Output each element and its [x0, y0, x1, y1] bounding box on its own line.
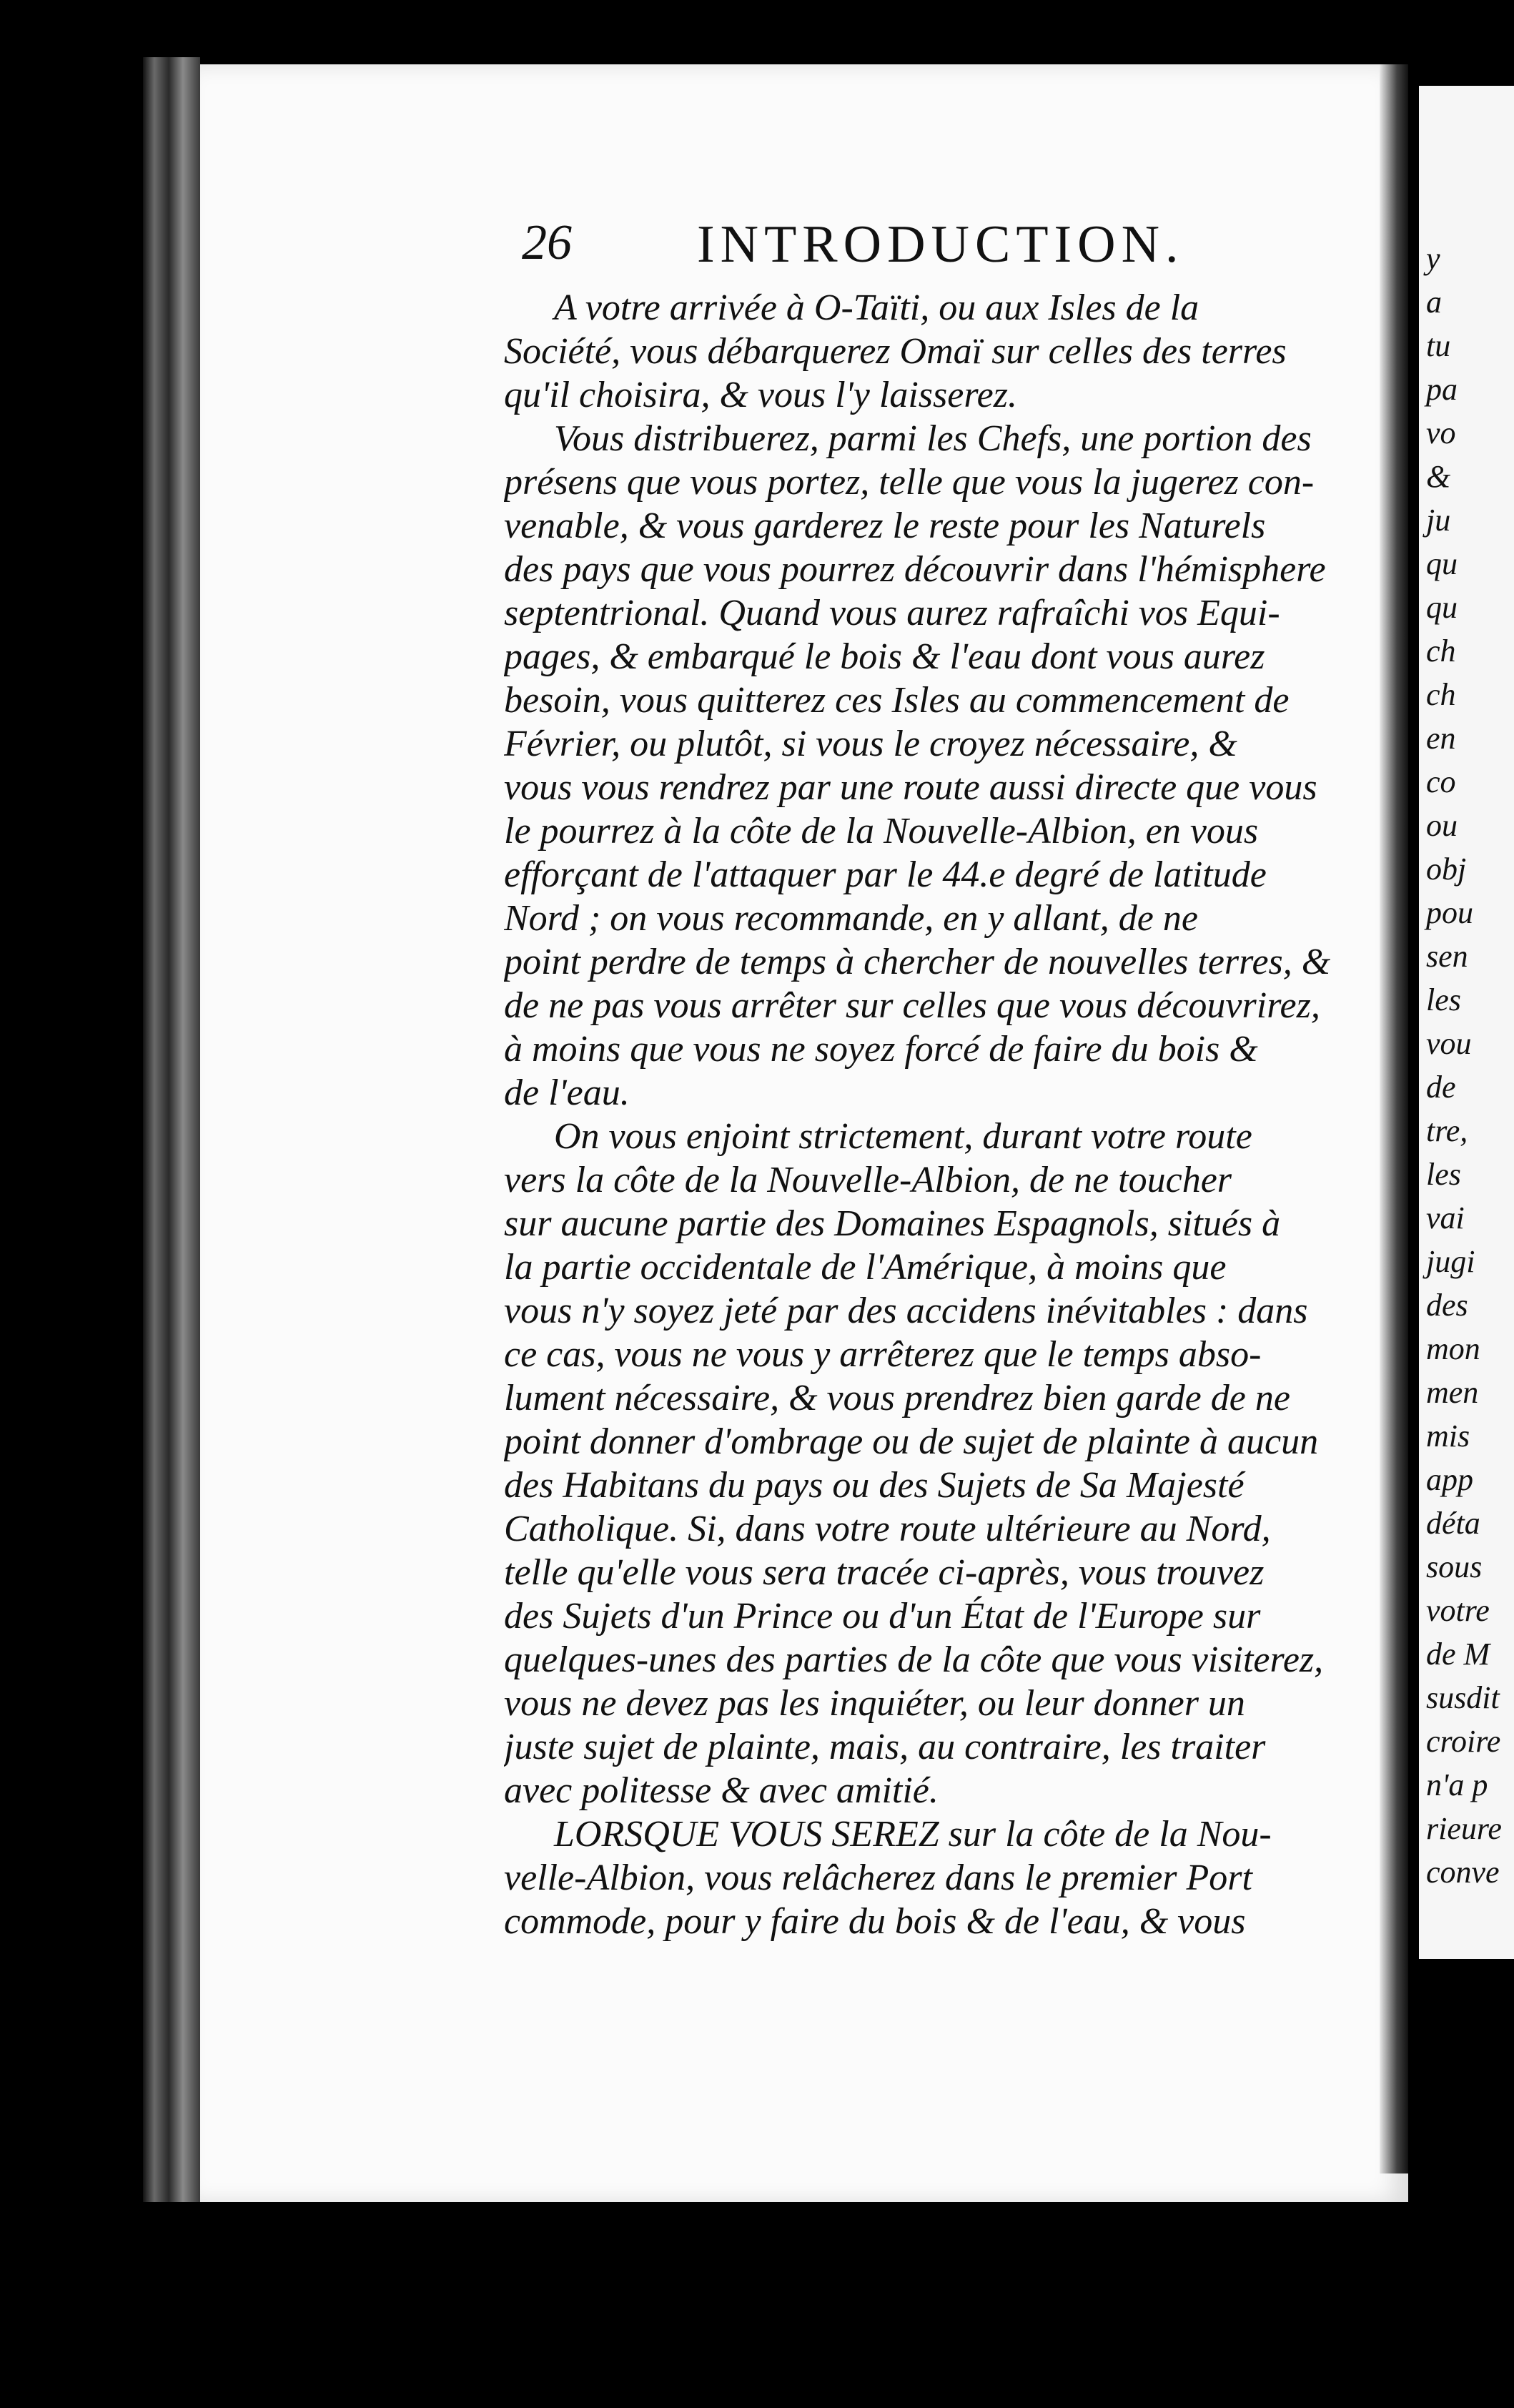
text-line: le pourrez à la côte de la Nouvelle-Albion, en vous — [504, 811, 1259, 852]
facing-page-line-fragment: n'a p — [1426, 1767, 1488, 1802]
text-line: besoin, vous quitterez ces Isles au commencement de — [504, 680, 1290, 721]
facing-page-line-fragment: qu — [1426, 590, 1458, 625]
text-line: telle qu'elle vous sera tracée ci-après, vous trouvez — [504, 1552, 1265, 1593]
running-title: INTRODUCTION. — [697, 215, 1184, 274]
text-line: vous n'y soyez jeté par des accidens inévitables : dans — [504, 1291, 1308, 1331]
facing-page-line-fragment: en — [1426, 721, 1456, 756]
facing-page-line-fragment: ou — [1426, 808, 1458, 843]
text-line: efforçant de l'attaquer par le 44.e degré de latitude — [504, 854, 1267, 895]
facing-page-line-fragment: sous — [1426, 1549, 1483, 1584]
text-line: vous ne devez pas les inquiéter, ou leur donner un — [504, 1683, 1245, 1724]
text-line: la partie occidentale de l'Amérique, à moins que — [504, 1247, 1227, 1288]
facing-page-line-fragment: des — [1426, 1288, 1468, 1323]
facing-page-line-fragment: & — [1426, 459, 1451, 494]
text-line: juste sujet de plainte, mais, au contraire, les traiter — [504, 1727, 1266, 1767]
text-line: velle-Albion, vous relâcherez dans le premier Port — [504, 1857, 1252, 1898]
facing-page-line-fragment: tu — [1426, 328, 1451, 363]
text-line: septentrional. Quand vous aurez rafraîchi vos Equi- — [504, 593, 1280, 633]
text-line: qu'il choisira, & vous l'y laisserez. — [504, 375, 1017, 415]
facing-page-line-fragment: votre — [1426, 1593, 1490, 1628]
text-line: Nord ; on vous recommande, en y allant, de ne — [504, 898, 1198, 939]
text-line: sur aucune partie des Domaines Espagnols, situés à — [504, 1203, 1281, 1244]
text-line: A votre arrivée à O-Taïti, ou aux Isles de la — [554, 287, 1199, 328]
facing-page-line-fragment: y — [1426, 241, 1440, 276]
facing-page-line-fragment: sen — [1426, 939, 1468, 974]
text-line: à moins que vous ne soyez forcé de faire du bois & — [504, 1029, 1258, 1070]
body-text — [504, 286, 1387, 1943]
text-line: vous vous rendrez par une route aussi directe que vous — [504, 767, 1317, 808]
text-line: point perdre de temps à chercher de nouvelles terres, & — [504, 942, 1331, 982]
text-line: quelques-unes des parties de la côte que vous visiterez, — [504, 1639, 1324, 1680]
facing-page-line-fragment: vou — [1426, 1026, 1472, 1061]
facing-page-line-fragment: de M — [1426, 1637, 1490, 1672]
text-line: de ne pas vous arrêter sur celles que vous découvrirez, — [504, 985, 1320, 1026]
text-line: des Sujets d'un Prince ou d'un État de l'Europe sur — [504, 1596, 1261, 1637]
facing-page-line-fragment: de — [1426, 1070, 1456, 1105]
facing-page-line-fragment: vai — [1426, 1200, 1465, 1235]
facing-page-line-fragment: ch — [1426, 633, 1456, 668]
text-line: ce cas, vous ne vous y arrêterez que le temps abso- — [504, 1334, 1262, 1375]
facing-page-line-fragment: app — [1426, 1462, 1473, 1497]
text-line: avec politesse & avec amitié. — [504, 1770, 939, 1811]
facing-page-line-fragment: mis — [1426, 1418, 1470, 1454]
facing-page-line-fragment: tre, — [1426, 1113, 1468, 1148]
facing-page-line-fragment: ju — [1426, 503, 1451, 538]
facing-page-line-fragment: vo — [1426, 415, 1456, 450]
facing-page-line-fragment: men — [1426, 1375, 1479, 1410]
text-line: Vous distribuerez, parmi les Chefs, une portion des — [554, 418, 1312, 459]
facing-page-fragment — [1419, 86, 1514, 1959]
text-line: des pays que vous pourrez découvrir dans l'hémisphere — [504, 549, 1326, 590]
facing-page-line-fragment: mon — [1426, 1331, 1480, 1366]
text-line: vers la côte de la Nouvelle-Albion, de ne toucher — [504, 1160, 1232, 1200]
facing-page-line-fragment: rieure — [1426, 1811, 1502, 1846]
text-line: des Habitans du pays ou des Sujets de Sa Majesté — [504, 1465, 1245, 1506]
text-line: point donner d'ombrage ou de sujet de plainte à aucun — [504, 1421, 1319, 1462]
text-line: Février, ou plutôt, si vous le croyez nécessaire, & — [504, 724, 1237, 764]
facing-page-line-fragment: pou — [1426, 895, 1473, 930]
text-line: venable, & vous garderez le reste pour les Naturels — [504, 505, 1266, 546]
facing-page-line-fragment: a — [1426, 285, 1442, 320]
facing-page-line-fragment: susdit — [1426, 1680, 1500, 1715]
facing-page-line-fragment: obj — [1426, 852, 1467, 887]
facing-page-line-fragment: déta — [1426, 1506, 1480, 1541]
text-line: commode, pour y faire du bois & de l'eau, & vous — [504, 1901, 1246, 1942]
text-line: Catholique. Si, dans votre route ultérieure au Nord, — [504, 1509, 1271, 1549]
facing-page-line-fragment: les — [1426, 982, 1461, 1017]
text-line: Société, vous débarquerez Omaï sur celles des terres — [504, 331, 1287, 372]
text-line: de l'eau. — [504, 1072, 630, 1113]
facing-page-line-fragment: co — [1426, 764, 1456, 799]
text-line: pages, & embarqué le bois & l'eau dont vous aurez — [504, 636, 1265, 677]
facing-page-line-fragment: les — [1426, 1157, 1461, 1192]
facing-page-line-fragment: croire — [1426, 1724, 1501, 1759]
text-line: On vous enjoint strictement, durant votre route — [554, 1116, 1252, 1157]
facing-page-line-fragment: ch — [1426, 677, 1456, 712]
facing-page-line-fragment: pa — [1426, 372, 1458, 407]
page-number: 26 — [522, 215, 572, 270]
text-line: lument nécessaire, & vous prendrez bien garde de ne — [504, 1378, 1290, 1418]
facing-page-line-fragment: jugi — [1426, 1244, 1475, 1279]
facing-page-line-fragment: qu — [1426, 546, 1458, 581]
text-line: présens que vous portez, telle que vous la jugerez con- — [504, 462, 1315, 503]
book-binding-edge — [143, 57, 200, 2202]
facing-page-line-fragment: conve — [1426, 1855, 1500, 1890]
text-line: LORSQUE VOUS SEREZ sur la côte de la Nou- — [554, 1814, 1272, 1855]
